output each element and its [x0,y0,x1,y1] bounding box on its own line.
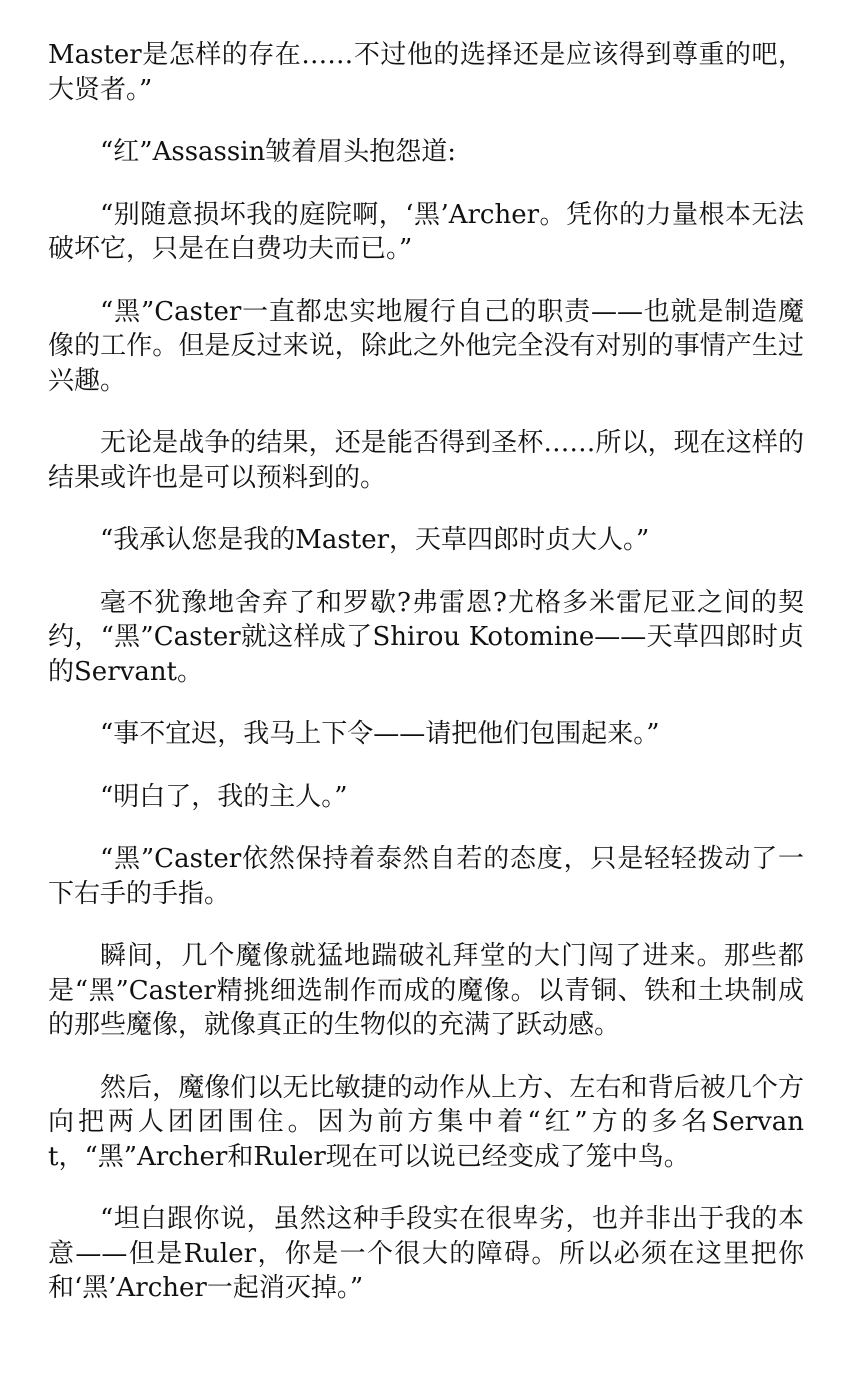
paragraph: Master是怎样的存在……不过他的选择还是应该得到尊重的吧，大贤者。” [48,40,804,105]
paragraph: “明白了，我的主人。” [100,781,348,812]
paragraph: “事不宜迟，我马上下令——请把他们包围起来。” [100,719,660,749]
paragraph: “别随意损坏我的庭院啊，‘黑’Archer。凭你的力量根本无法破坏它，只是在白费功夫而已。” [48,199,804,264]
paragraph: 瞬间，几个魔像就猛地踹破礼拜堂的大门闯了进来。那些都是“黑”Caster精挑细选制作而成的魔像。以青铜、铁和土块制成的那些魔像，就像真正的生物似的充满了跃动感。 [48,941,804,1040]
paragraph: “我承认您是我的Master，天草四郎时贞大人。” [100,525,650,555]
paragraph: “黑”Caster一直都忠实地履行自己的职责——也就是制造魔像的工作。但是反过来说，除此之外他完全没有对别的事情产生过兴趣。 [48,296,804,396]
paragraph: “红”Assassin皱着眉头抱怨道: [100,137,457,167]
paragraph: “黑”Caster依然保持着泰然自若的态度，只是轻轻拨动了一下右手的手指。 [48,844,804,909]
paragraph: 毫不犹豫地舍弃了和罗歇?弗雷恩?尤格多米雷尼亚之间的契约，“黑”Caster就这样成了Shirou Kotomine——天草四郎时贞的Servant。 [48,587,804,687]
paragraph: “坦白跟你说，虽然这种手段实在很卑劣，也并非出于我的本意——但是Ruler，你是一个很大的障碍。所以必须在这里把你和‘黑’Archer一起消灭掉。” [48,1204,804,1303]
text-page [48,38,804,1334]
paragraph: 然后，魔像们以无比敏捷的动作从上方、左右和背后被几个方向把两人团团围住。因为前方集中着“红”方的多名Servant，“黑”Archer和Ruler现在可以说已经变成了笼中鸟。 [48,1072,804,1172]
paragraph: 无论是战争的结果，还是能否得到圣杯……所以，现在这样的结果或许也是可以预料到的。 [48,428,804,493]
